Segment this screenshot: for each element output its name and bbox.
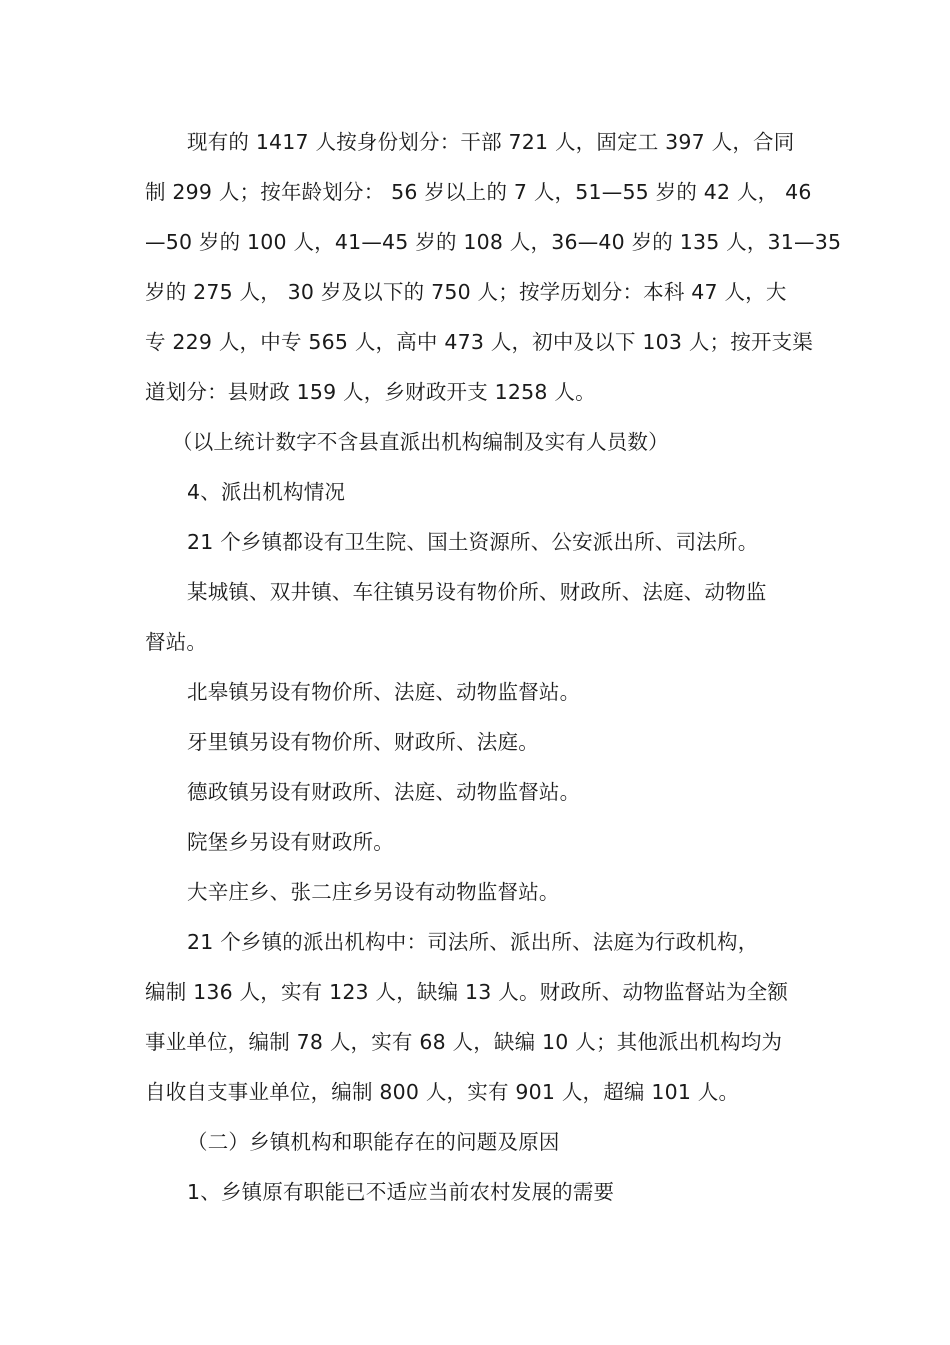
paragraph-line: 事业单位，编制 78 人，实有 68 人，缺编 10 人；其他派出机构均为 <box>145 1030 783 1054</box>
paragraph-line: 院堡乡另设有财政所。 <box>187 830 394 854</box>
subsection-heading: 1、乡镇原有职能已不适应当前农村发展的需要 <box>187 1180 615 1204</box>
paragraph-line: 德政镇另设有财政所、法庭、动物监督站。 <box>187 780 581 804</box>
paragraph-line: 21 个乡镇的派出机构中：司法所、派出所、法庭为行政机构， <box>187 930 759 954</box>
paragraph-line: 牙里镇另设有物价所、财政所、法庭。 <box>187 730 539 754</box>
section-heading: 4、派出机构情况 <box>187 480 346 504</box>
paragraph-line: 北皋镇另设有物价所、法庭、动物监督站。 <box>187 680 581 704</box>
paragraph-line: 大辛庄乡、张二庄乡另设有动物监督站。 <box>187 880 560 904</box>
paragraph-line: 岁的 275 人， 30 岁及以下的 750 人；按学历划分：本科 47 人，大 <box>145 280 787 304</box>
note-line: （以上统计数字不含县直派出机构编制及实有人员数） <box>172 430 669 454</box>
paragraph-line: 某城镇、双井镇、车往镇另设有物价所、财政所、法庭、动物监 <box>187 580 767 604</box>
section-heading: （二）乡镇机构和职能存在的问题及原因 <box>187 1130 560 1154</box>
paragraph-line: 专 229 人，中专 565 人，高中 473 人，初中及以下 103 人；按开支渠 <box>145 330 814 354</box>
paragraph-line: —50 岁的 100 人，41—45 岁的 108 人，36—40 岁的 135 人，31—35 <box>145 230 842 254</box>
paragraph-line: 督站。 <box>145 630 208 654</box>
paragraph-line: 制 299 人；按年龄划分： 56 岁以上的 7 人，51—55 岁的 42 人， 46 <box>145 180 812 204</box>
paragraph-line: 道划分：县财政 159 人，乡财政开支 1258 人。 <box>145 380 596 404</box>
paragraph-line: 现有的 1417 人按身份划分：干部 721 人，固定工 397 人，合同 <box>187 130 795 154</box>
paragraph-line: 自收自支事业单位，编制 800 人，实有 901 人，超编 101 人。 <box>145 1080 740 1104</box>
paragraph-line: 编制 136 人，实有 123 人，缺编 13 人。财政所、动物监督站为全额 <box>145 980 789 1004</box>
paragraph-line: 21 个乡镇都设有卫生院、国土资源所、公安派出所、司法所。 <box>187 530 759 554</box>
